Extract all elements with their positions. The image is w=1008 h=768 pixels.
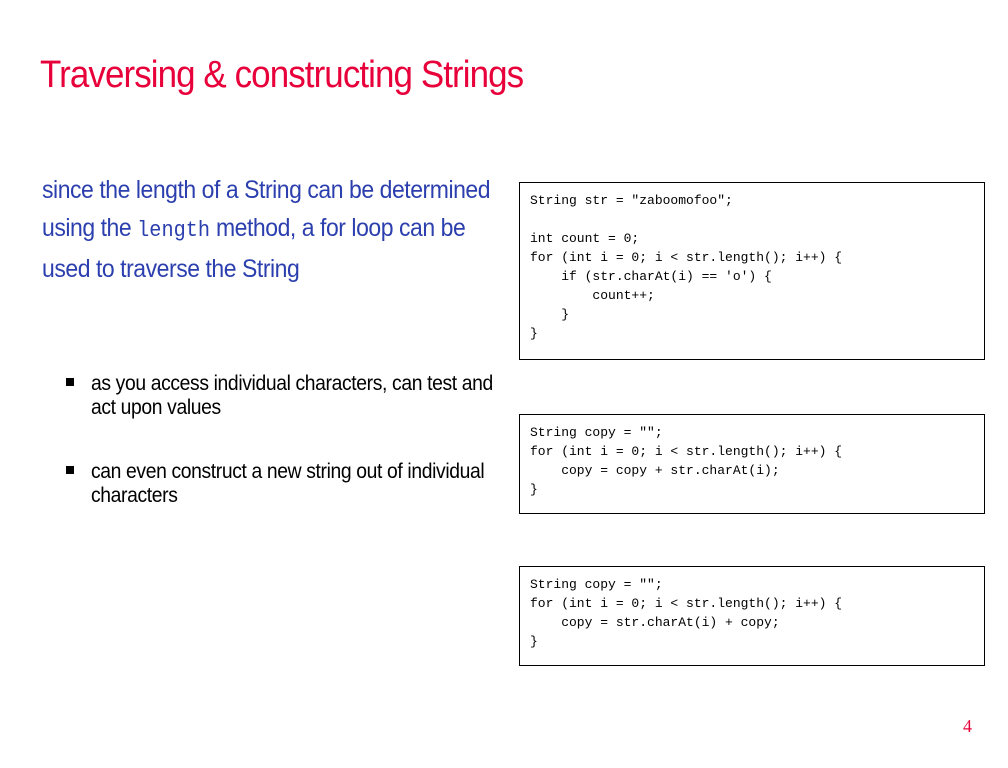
slide-title: Traversing & constructing Strings (40, 54, 524, 96)
code-text: String copy = ""; for (int i = 0; i < str.length(); i++) { copy = copy + str.charAt(i); } (530, 425, 843, 497)
square-bullet-icon (66, 466, 74, 474)
code-text: String copy = ""; for (int i = 0; i < str.length(); i++) { copy = str.charAt(i) + copy; } (530, 577, 843, 649)
lead-paragraph (42, 171, 512, 288)
lead-text-part1: since the length of a String can be determined using the (42, 176, 491, 242)
bullet-item (66, 460, 506, 508)
code-example-copy-reverse (519, 566, 985, 666)
length-method-code: length (137, 218, 211, 243)
bullet-item (66, 372, 506, 420)
code-example-copy-forward (519, 414, 985, 514)
slide-number: 4 (963, 716, 972, 736)
square-bullet-icon (66, 378, 74, 386)
lead-text-part2: method, a for loop can be used to traverse the String (42, 214, 466, 283)
code-text: String str = "zaboomofoo"; int count = 0; for (int i = 0; i < str.length(); i++) { if (str.charAt(i) == 'o') { count++; } } (530, 193, 843, 341)
bullet-text: as you access individual characters, can test and act upon values (91, 372, 493, 419)
code-example-count-o (519, 182, 985, 360)
bullet-text: can even construct a new string out of individual characters (91, 460, 485, 507)
